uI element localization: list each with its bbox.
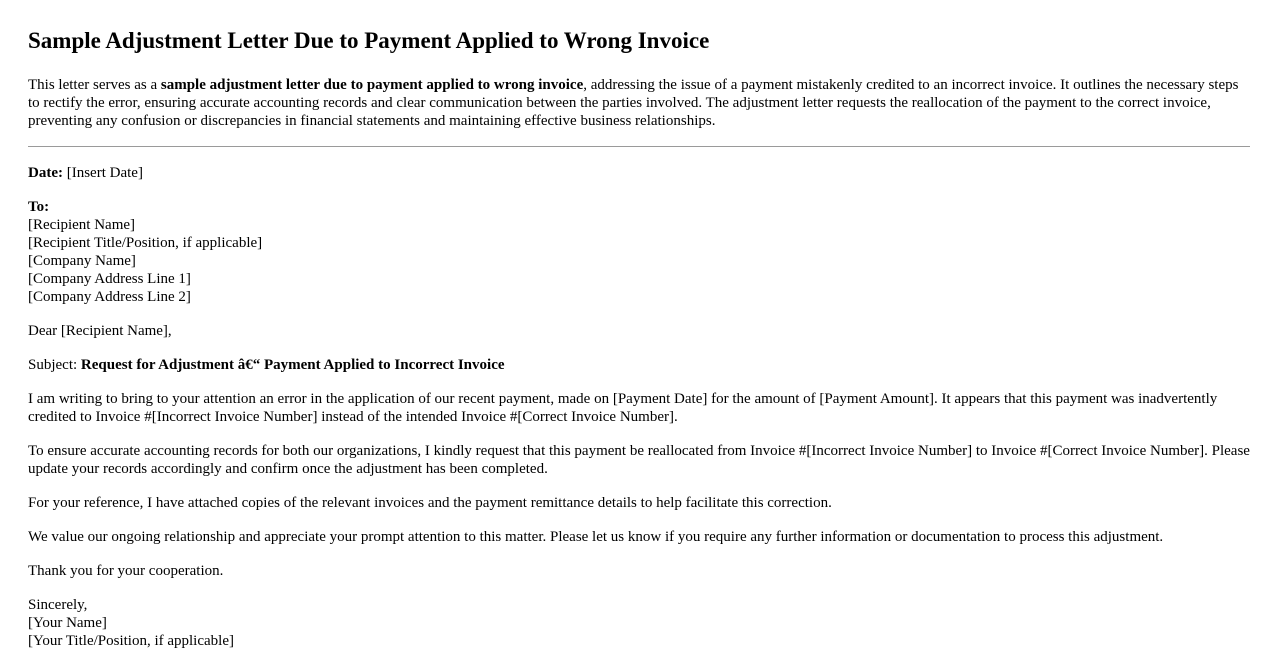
date-value: [Insert Date] [62, 165, 143, 181]
body-paragraph-3: For your reference, I have attached copies of the relevant invoices and the payment remittance details to help facilitate this correction. [28, 495, 832, 511]
recipient-title: [Recipient Title/Position, if applicable] [28, 235, 263, 251]
closing-sincerely: Sincerely, [28, 597, 88, 613]
to-label: To: [28, 199, 50, 215]
date-line [28, 164, 1250, 182]
intro-text-before: This letter serves as a [28, 77, 161, 93]
intro-text-after: , addressing the issue of a payment mistakenly credited to an incorrect invoice. It outlines the necessary steps to rectify the error, ensuring accurate accounting records and clear communication between the parties involved. The adjustment letter requests the reallocation of the payment to the correct invoice, preventing any confusion or discrepancies in financial statements and maintaining effective business relationships. [28, 77, 1239, 129]
body-paragraph-1: I am writing to bring to your attention an error in the application of our recent payment, made on [Payment Date] for the amount of [Payment Amount]. It appears that this payment was inadvertently credited to Invoice #[Incorrect Invoice Number] instead of the intended Invoice #[Correct Invoice Number]. [28, 391, 1218, 425]
intro-paragraph [28, 76, 1250, 130]
recipient-name: [Recipient Name] [28, 217, 136, 233]
section-divider [28, 146, 1250, 147]
closing-your-title: [Your Title/Position, if applicable] [28, 633, 234, 649]
closing-block [28, 596, 1250, 650]
company-name: [Company Name] [28, 253, 136, 269]
date-label: Date: [28, 165, 63, 181]
salutation: Dear [Recipient Name], [28, 323, 172, 339]
intro-text-bold: sample adjustment letter due to payment applied to wrong invoice [160, 77, 584, 93]
company-address-line-2: [Company Address Line 2] [28, 289, 191, 305]
recipient-block [28, 198, 1250, 306]
body-paragraph-5: Thank you for your cooperation. [28, 563, 224, 579]
subject-line [28, 356, 1250, 374]
subject-value: Request for Adjustment â€“ Payment Applied to Incorrect Invoice [80, 357, 505, 373]
subject-label: Subject: [28, 357, 81, 373]
body-paragraph-4: We value our ongoing relationship and appreciate your prompt attention to this matter. Please let us know if you require any further information or documentation to process this adjustment. [28, 529, 1164, 545]
page-title: Sample Adjustment Letter Due to Payment Applied to Wrong Invoice [28, 28, 710, 53]
company-address-line-1: [Company Address Line 1] [28, 271, 191, 287]
body-paragraph-2: To ensure accurate accounting records for both our organizations, I kindly request that this payment be reallocated from Invoice #[Incorrect Invoice Number] to Invoice #[Correct Invoice Number]. Please update your records accordingly and confirm once the adjustment has been completed. [28, 443, 1250, 477]
closing-your-name: [Your Name] [28, 615, 107, 631]
